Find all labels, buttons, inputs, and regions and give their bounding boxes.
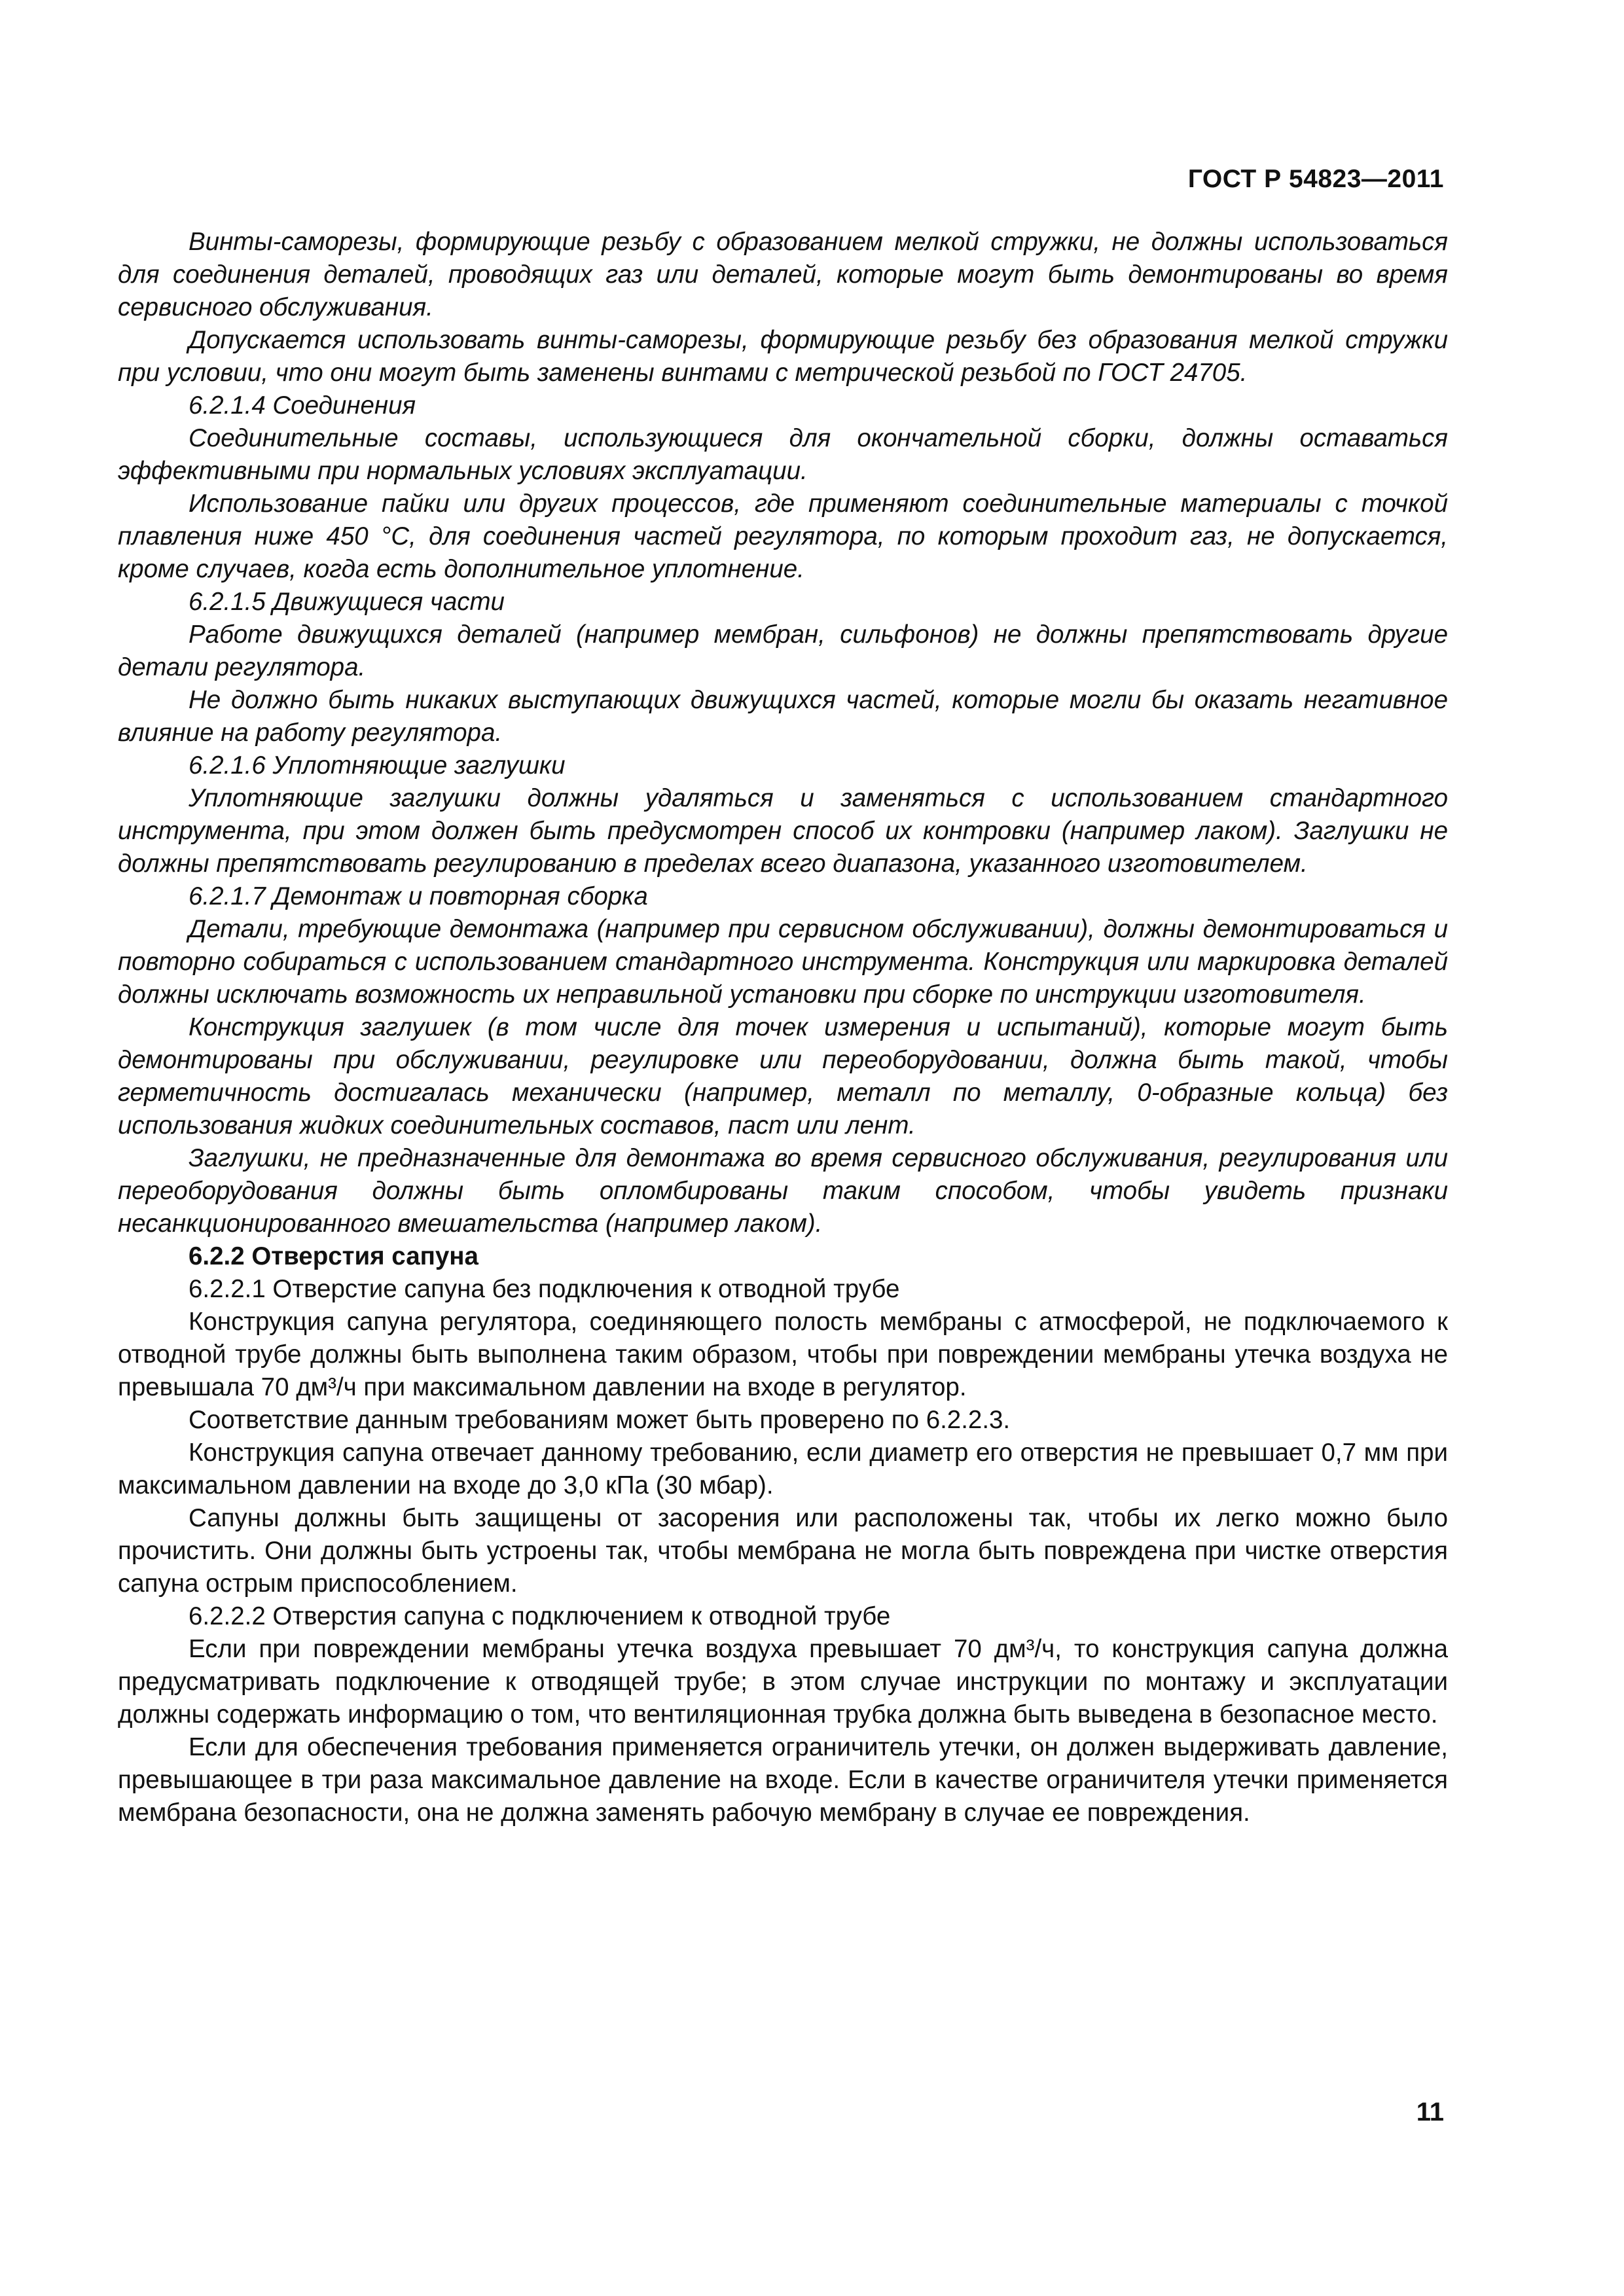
paragraph: Конструкция сапуна регулятора, соединяющего полость мембраны с атмосферой, не подключаемого к отводной трубе должны быть выполнена таким образом, чтобы при повреждении мембраны утечка воздуха не превышала 70 дм³/ч при максимальном давлении на входе в регулятор. xyxy=(118,1308,1448,1401)
paragraph: Если для обеспечения требования применяется ограничитель утечки, он должен выдерживать давление, превышающее в три раза максимальное давление на входе. Если в качестве ограничителя утечки применяется мембрана безопасности, она не должна заменять рабочую мембрану в случае ее повреждения. xyxy=(118,1733,1448,1827)
subsection-heading: 6.2.2.1 Отверстие сапуна без подключения к отводной трубе xyxy=(189,1275,900,1303)
paragraph: Заглушки, не предназначенные для демонтажа во время сервисного обслуживания, регулирования или переоборудования должны быть опломбированы таким способом, чтобы увидеть признаки несанкционированного вмешательства (например лаком). xyxy=(118,1144,1448,1238)
page-number: 11 xyxy=(1416,2098,1444,2126)
paragraph: Сапуны должны быть защищены от засорения или расположены так, чтобы их легко можно было прочистить. Они должны быть устроены так, чтобы мембрана не могла быть повреждена при чистке отверстия сапуна острым приспособлением. xyxy=(118,1504,1448,1598)
paragraph: Конструкция заглушек (в том числе для точек измерения и испытаний), которые могут быть демонтированы при обслуживании, регулировке или переоборудовании, должна быть такой, чтобы герметичность достигалась механически (например, металл по металлу, 0-образные кольца) без использования жидких соединительных составов, паст или лент. xyxy=(118,1013,1448,1139)
paragraph: Если при повреждении мембраны утечка воздуха превышает 70 дм³/ч, то конструкция сапуна должна предусматривать подключение к отводящей трубе; в этом случае инструкции по монтажу и эксплуатации должны содержать информацию о том, что вентиляционная трубка должна быть выведена в безопасное место. xyxy=(118,1635,1448,1729)
paragraph: Допускается использовать винты-саморезы, формирующие резьбу без образования мелкой стружки при условии, что они могут быть заменены винтами с метрической резьбой по ГОСТ 24705. xyxy=(118,326,1448,387)
section-heading: 6.2.1.4 Соединения xyxy=(189,391,416,420)
paragraph: Детали, требующие демонтажа (например при сервисном обслуживании), должны демонтироваться и повторно собираться с использованием стандартного инструмента. Конструкция или маркировка деталей должны исключать возможность их неправильной установки при сборке по инструкции изготовителя. xyxy=(118,915,1448,1009)
paragraph: Соединительные составы, использующиеся для окончательной сборки, должны оставаться эффективными при нормальных условиях эксплуатации. xyxy=(118,424,1448,485)
document-body xyxy=(118,226,1448,1829)
paragraph: Работе движущихся деталей (например мембран, сильфонов) не должны препятствовать другие детали регулятора. xyxy=(118,620,1448,681)
paragraph: Использование пайки или других процессов, где применяют соединительные материалы с точкой плавления ниже 450 °С, для соединения частей регулятора, по которым проходит газ, не допускается, кроме случаев, когда есть дополнительное уплотнение. xyxy=(118,490,1448,583)
paragraph: Винты-саморезы, формирующие резьбу с образованием мелкой стружки, не должны использоваться для соединения деталей, проводящих газ или деталей, которые могут быть демонтированы во время сервисного обслуживания. xyxy=(118,228,1448,321)
subsection-heading: 6.2.2.2 Отверстия сапуна с подключением к отводной трубе xyxy=(189,1602,891,1630)
section-heading: 6.2.1.5 Движущиеся части xyxy=(189,588,505,616)
paragraph: Соответствие данным требованиям может быть проверено по 6.2.2.3. xyxy=(189,1406,1011,1434)
paragraph: Уплотняющие заглушки должны удаляться и заменяться с использованием стандартного инструмента, при этом должен быть предусмотрен способ их контровки (например лаком). Заглушки не должны препятствовать регулированию в пределах всего диапазона, указанного изготовителем. xyxy=(118,784,1448,878)
section-heading: 6.2.1.7 Демонтаж и повторная сборка xyxy=(189,882,648,910)
document-header: ГОСТ Р 54823—2011 xyxy=(1187,165,1444,193)
paragraph: Не должно быть никаких выступающих движущихся частей, которые могли бы оказать негативное влияние на работу регулятора. xyxy=(118,686,1448,747)
paragraph: Конструкция сапуна отвечает данному требованию, если диаметр его отверстия не превышает 0,7 мм при максимальном давлении на входе до 3,0 кПа (30 мбар). xyxy=(118,1439,1448,1499)
section-heading: 6.2.2 Отверстия сапуна xyxy=(189,1242,478,1270)
section-heading: 6.2.1.6 Уплотняющие заглушки xyxy=(189,751,566,780)
